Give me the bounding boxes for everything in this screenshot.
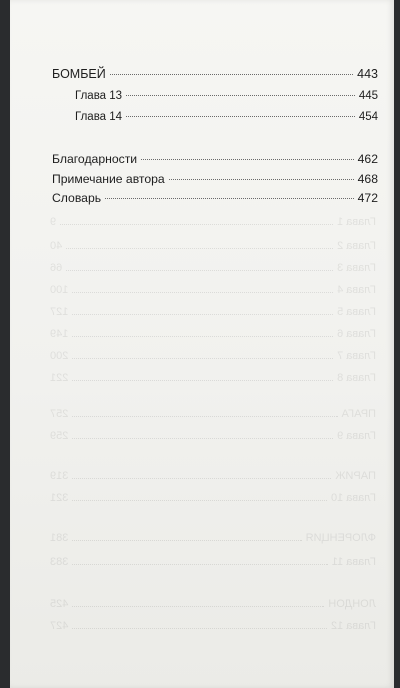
ghost-row: ПАРИЖ 319 — [50, 470, 376, 482]
ghost-row: Глава 5 127 — [50, 306, 376, 318]
ghost-row: Глава 6 149 — [50, 328, 376, 340]
ghost-row: Глава 12 427 — [50, 620, 376, 632]
ghost-row: Глава 8 221 — [50, 372, 376, 384]
toc-entry-page: 462 — [357, 152, 378, 166]
toc-entry-page: 445 — [358, 90, 378, 102]
toc-entry-back-matter — [52, 152, 378, 166]
ghost-row: Глава 4 100 — [50, 284, 376, 296]
toc-entry-page: 472 — [357, 191, 378, 205]
ghost-row: Глава 7 200 — [50, 350, 376, 362]
toc-entry-chapter — [75, 111, 378, 123]
ghost-row: ПРАГА 257 — [50, 408, 376, 420]
leader-dots — [126, 95, 355, 96]
show-through — [10, 0, 394, 688]
leader-dots — [169, 179, 354, 180]
ghost-row: ФЛОРЕНЦИЯ 381 — [50, 532, 376, 544]
toc-entry-title: БОМБЕЙ — [52, 67, 106, 81]
ghost-row: Глава 1 9 — [50, 216, 376, 228]
ghost-row: ЛОНДОН 425 — [50, 598, 376, 610]
toc-entry-part — [52, 67, 378, 81]
ghost-row: Глава 3 66 — [50, 262, 376, 274]
leader-dots — [126, 116, 355, 117]
ghost-row: Глава 9 259 — [50, 430, 376, 442]
toc-entry-title: Примечание автора — [52, 172, 165, 186]
toc-entry-page: 443 — [357, 67, 378, 81]
leader-dots — [110, 74, 353, 75]
toc-entry-chapter — [75, 90, 378, 102]
toc-entry-back-matter — [52, 172, 378, 186]
toc-entry-title: Благодарности — [52, 152, 138, 166]
toc-entry-back-matter — [52, 191, 378, 205]
toc-entry-page: 468 — [357, 172, 378, 186]
ghost-row: Глава 2 40 — [50, 240, 376, 252]
ghost-row: Глава 11 383 — [50, 556, 376, 568]
book-page — [10, 0, 394, 688]
toc-entry-page: 454 — [358, 111, 378, 123]
toc-entry-title: Глава 13 — [75, 90, 123, 102]
leader-dots — [141, 159, 354, 160]
ghost-row: Глава 10 321 — [50, 492, 376, 504]
toc-entry-title: Глава 14 — [75, 111, 123, 123]
toc-entry-title: Словарь — [52, 191, 102, 205]
leader-dots — [105, 198, 354, 199]
